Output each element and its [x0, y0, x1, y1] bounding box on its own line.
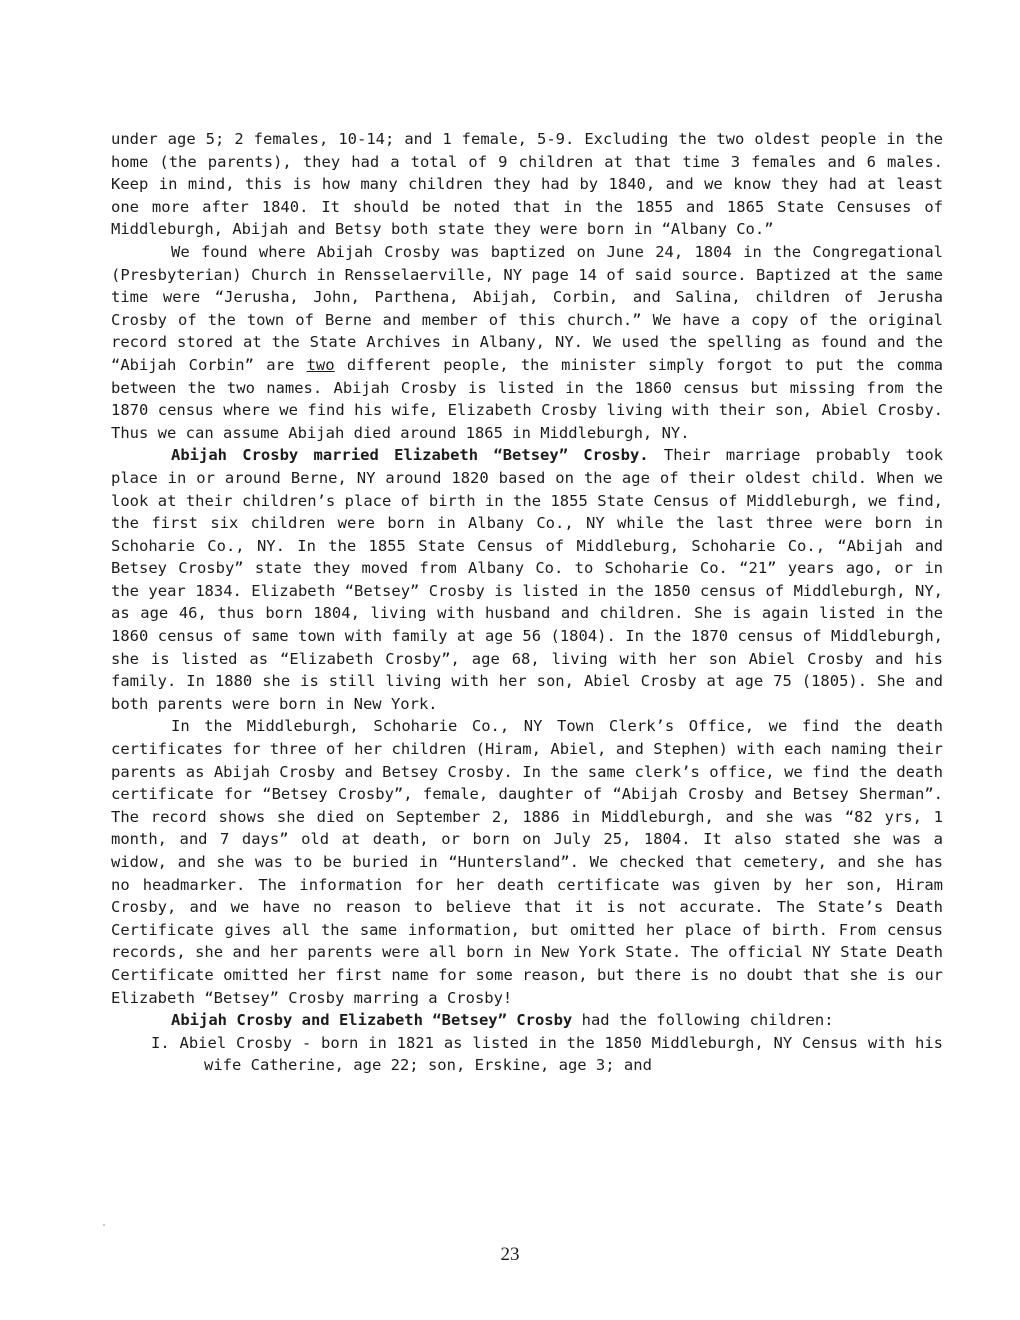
list-item-text: Abiel Crosby - born in 1821 as listed in the 1850 Middleburgh, NY Census with his wife Catherine, age 22; son, Erskine, age 3; and — [179, 1033, 943, 1075]
paragraph-3-heading: Abijah Crosby married Elizabeth “Betsey” Crosby. — [171, 446, 649, 465]
paragraph-5-heading: Abijah Crosby and Elizabeth “Betsey” Crosby — [171, 1011, 573, 1030]
paragraph-5 — [111, 1009, 943, 1032]
paragraph-1: under age 5; 2 females, 10-14; and 1 female, 5-9. Excluding the two oldest people in the home (the parents), they had a total of 9 children at that time 3 females and 6 males. Keep in mind, this is how many children they had by 1840, and we know they had at least one more after 1840. It should be noted that in the 1855 and 1865 State Censuses of Middleburgh, Abijah and Betsy both state they were born in “Albany Co.” — [111, 130, 943, 239]
underlined-word: two — [306, 355, 335, 374]
paragraph-3 — [111, 444, 943, 715]
paragraph-2-text-b: different people, the minister simply forgot to put the comma between the two names. Abijah Crosby is listed in the 1860 census but missing from the 1870 census where we find his wife, Elizabeth Crosby living with their son, Abiel Crosby. Thus we can assume Abijah died around 1865 in Middleburgh, NY. — [111, 355, 943, 442]
paragraph-5-text: had the following children: — [572, 1011, 834, 1030]
page-number: 23 — [500, 1244, 520, 1265]
body-text — [111, 128, 943, 1077]
paragraph-3-text: Their marriage probably took place in or around Berne, NY around 1820 based on the age of their oldest child. When we look at their children’s place of birth in the 1855 State Census of Middleburgh, we find, the first six children were born in Albany Co., NY while the last three were born in Schoharie Co., NY. In the 1855 State Census of Middleburg, Schoharie Co., “Abijah and Betsey Crosby” state they moved from Albany Co. to Schoharie Co. “21” years ago, or in the year 1834. Elizabeth “Betsey” Crosby is listed in the 1850 census of Middleburgh, NY, as age 46, thus born 1804, living with husband and children. She is again listed in the 1860 census of same town with family at age 56 (1804). In the 1870 census of Middleburgh, she is listed as “Elizabeth Crosby”, age 68, living with her son Abiel Crosby and his family. In 1880 she is still living with her son, Abiel Crosby at age 75 (1805). She and both parents were born in New York. — [111, 446, 943, 713]
list-item — [111, 1032, 943, 1077]
paragraph-4: In the Middleburgh, Schoharie Co., NY Town Clerk’s Office, we find the death certificates for three of her children (Hiram, Abiel, and Stephen) with each naming their parents as Abijah Crosby and Betsey Crosby. In the same clerk’s office, we find the death certificate for “Betsey Crosby”, female, daughter of “Abijah Crosby and Betsey Sherman”. The record shows she died on September 2, 1886 in Middleburgh, and she was “82 yrs, 1 month, and 7 days” old at death, or born on July 25, 1804. It also stated she was a widow, and she was to be buried in “Huntersland”. We checked that cemetery, and she has no headmarker. The information for her death certificate was given by her son, Hiram Crosby, and we have no reason to believe that it is not accurate. The State’s Death Certificate gives all the same information, but omitted her place of birth. From census records, she and her parents were all born in New York State. The official NY State Death Certificate omitted her first name for some reason, but there is no doubt that she is our Elizabeth “Betsey” Crosby marring a Crosby! — [111, 717, 943, 1007]
paragraph-2 — [111, 241, 943, 444]
list-marker: I. — [151, 1033, 170, 1052]
paragraph-2-text-a: We found where Abijah Crosby was baptized on June 24, 1804 in the Congregational (Presbyterian) Church in Rensselaerville, NY page 14 of said source. Baptized at the same time were “Jerusha, John, Parthena, Abijah, Corbin, and Salina, children of Jerusha Crosby of the town of Berne and member of this church.” We have a copy of the original record stored at the State Archives in Albany, NY. We used the spelling as found and the “Abijah Corbin” are — [111, 242, 943, 374]
scan-speck — [103, 1224, 105, 1226]
